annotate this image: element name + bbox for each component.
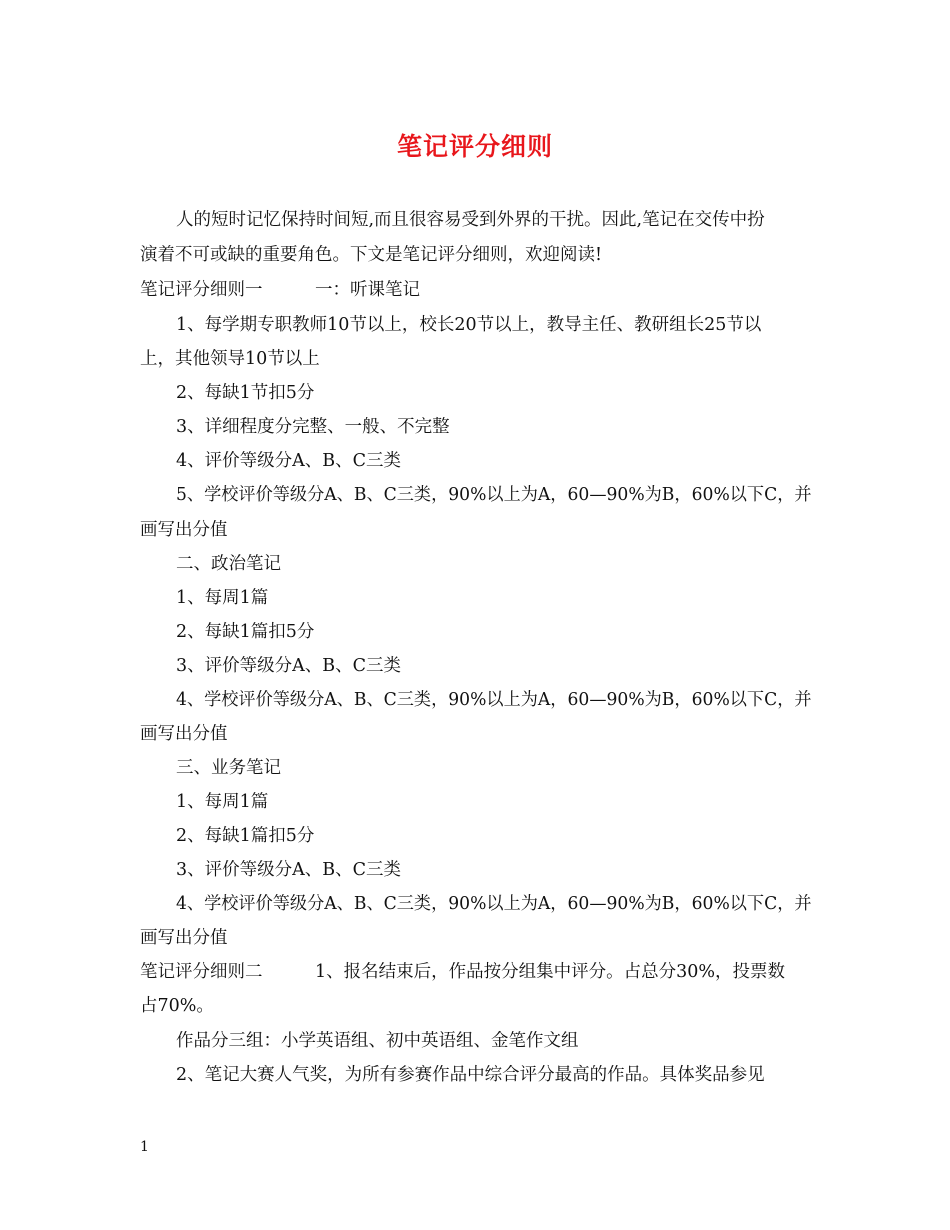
body-line: 1、每学期专职教师10节以上，校长20节以上，教导主任、教研组长25节以 bbox=[176, 315, 762, 335]
subsection-heading: 三、业务笔记 bbox=[176, 758, 281, 778]
body-line: 占70%。 bbox=[140, 996, 214, 1016]
section-heading-line: 笔记评分细则二 1、报名结束后，作品按分组集中评分。占总分30%，投票数 bbox=[140, 962, 786, 982]
document-title: 笔记评分细则 bbox=[396, 132, 553, 161]
list-item: 1、每周1篇 bbox=[176, 792, 269, 812]
list-item: 3、评价等级分A、B、C三类 bbox=[176, 860, 402, 880]
list-item: 4、评价等级分A、B、C三类 bbox=[176, 451, 402, 471]
list-item: 2、每缺1篇扣5分 bbox=[176, 826, 315, 846]
body-line: 2、笔记大赛人气奖，为所有参赛作品中综合评分最高的作品。具体奖品参见 bbox=[176, 1065, 765, 1085]
list-item: 2、每缺1篇扣5分 bbox=[176, 622, 315, 642]
body-line: 画写出分值 bbox=[140, 520, 228, 540]
body-line: 作品分三组：小学英语组、初中英语组、金笔作文组 bbox=[176, 1031, 579, 1051]
list-item: 4、学校评价等级分A、B、C三类，90%以上为A，60—90%为B，60%以下C，并 bbox=[176, 690, 812, 710]
subsection-heading: 二、政治笔记 bbox=[176, 554, 281, 574]
list-item: 3、评价等级分A、B、C三类 bbox=[176, 656, 402, 676]
list-item: 5、学校评价等级分A、B、C三类，90%以上为A，60—90%为B，60%以下C，并 bbox=[176, 485, 812, 505]
list-item: 4、学校评价等级分A、B、C三类，90%以上为A，60—90%为B，60%以下C，并 bbox=[176, 894, 812, 914]
page-number: 1 bbox=[140, 1139, 149, 1155]
list-item: 2、每缺1节扣5分 bbox=[176, 383, 315, 403]
list-item: 1、每周1篇 bbox=[176, 588, 269, 608]
body-line: 画写出分值 bbox=[140, 724, 228, 744]
list-item: 3、详细程度分完整、一般、不完整 bbox=[176, 417, 450, 437]
body-line: 画写出分值 bbox=[140, 928, 228, 948]
body-line: 人的短时记忆保持时间短,而且很容易受到外界的干扰。因此,笔记在交传中扮 bbox=[176, 210, 765, 230]
section-heading-line: 笔记评分细则一 一：听课笔记 bbox=[140, 280, 420, 300]
body-line: 上，其他领导10节以上 bbox=[140, 349, 320, 369]
body-line: 演着不可或缺的重要角色。下文是笔记评分细则，欢迎阅读! bbox=[140, 245, 603, 265]
